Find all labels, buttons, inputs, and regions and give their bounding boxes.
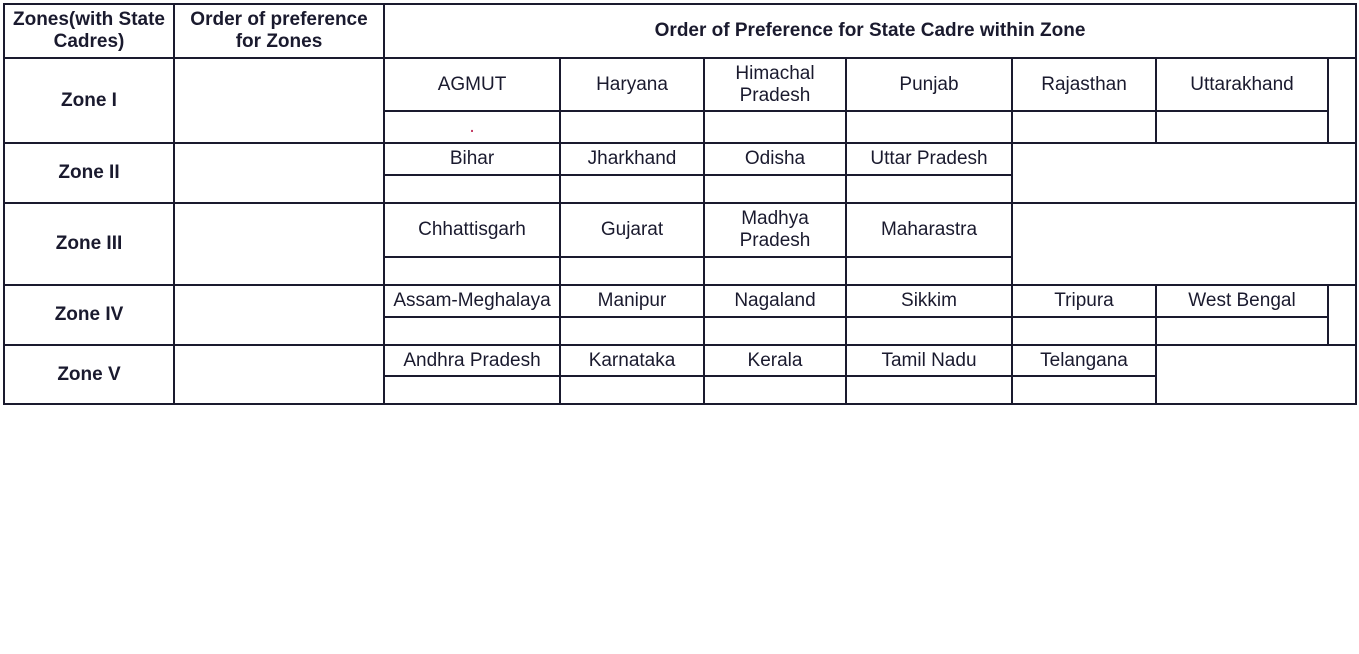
document-page [0,3,1359,654]
state-cell: Manipur [560,285,704,317]
state-preference-input[interactable] [1012,317,1156,345]
state-preference-input[interactable] [384,175,560,203]
table-row [4,58,1356,112]
state-cell: Tamil Nadu [846,345,1012,377]
state-cell: Kerala [704,345,846,377]
state-preference-input[interactable] [1012,111,1156,143]
state-preference-input[interactable]: . [384,111,560,143]
state-preference-input[interactable] [560,376,704,404]
state-cell: Telangana [1012,345,1156,377]
zone-preference-input-5[interactable] [174,345,384,405]
state-preference-input[interactable] [704,317,846,345]
header-order-of-preference-for-zones: Order of preference for Zones [174,4,384,58]
state-cell: AGMUT [384,58,560,112]
state-cell: Karnataka [560,345,704,377]
state-cell: Nagaland [704,285,846,317]
state-preference-input[interactable] [1156,317,1328,345]
state-preference-input[interactable] [560,111,704,143]
state-cell: Madhya Pradesh [704,203,846,257]
state-preference-input[interactable] [560,317,704,345]
spacer-cell [1328,58,1356,144]
table-header-row [4,4,1356,58]
state-preference-input[interactable] [846,175,1012,203]
state-preference-input[interactable] [704,111,846,143]
header-order-of-preference-within-zone: Order of Preference for State Cadre within Zone [384,4,1356,58]
zone-label-5: Zone V [4,345,174,405]
state-cell: Gujarat [560,203,704,257]
state-preference-input[interactable] [384,317,560,345]
state-preference-input[interactable] [1012,376,1156,404]
state-preference-input[interactable] [846,111,1012,143]
zone-preference-input-1[interactable] [174,58,384,144]
state-preference-input[interactable] [384,257,560,285]
spacer-cell [1012,143,1356,203]
state-preference-input[interactable] [846,257,1012,285]
state-cell: Haryana [560,58,704,112]
state-preference-input[interactable] [704,376,846,404]
state-cell: West Bengal [1156,285,1328,317]
zone-preference-input-2[interactable] [174,143,384,203]
state-cell: Odisha [704,143,846,175]
state-preference-input[interactable] [384,376,560,404]
state-cell: Tripura [1012,285,1156,317]
state-cell: Himachal Pradesh [704,58,846,112]
state-cell: Sikkim [846,285,1012,317]
state-preference-input[interactable] [704,257,846,285]
state-cell: Uttarakhand [1156,58,1328,112]
state-preference-input[interactable] [704,175,846,203]
table-row [4,345,1356,377]
spacer-cell [1156,345,1356,405]
state-cell: Uttar Pradesh [846,143,1012,175]
state-preference-input[interactable] [846,376,1012,404]
state-cell: Assam-Meghalaya [384,285,560,317]
state-cell: Rajasthan [1012,58,1156,112]
state-cell: Jharkhand [560,143,704,175]
state-cell: Bihar [384,143,560,175]
zone-preference-input-4[interactable] [174,285,384,345]
table-row [4,285,1356,317]
zone-label-2: Zone II [4,143,174,203]
state-preference-input[interactable] [846,317,1012,345]
state-preference-input[interactable] [560,257,704,285]
table-row [4,203,1356,257]
table-row [4,143,1356,175]
spacer-cell [1012,203,1356,285]
state-cell: Maharastra [846,203,1012,257]
header-zones: Zones(with State Cadres) [4,4,174,58]
zone-cadre-preference-table [3,3,1357,405]
state-preference-input[interactable] [560,175,704,203]
zone-preference-input-3[interactable] [174,203,384,285]
spacer-cell [1328,285,1356,345]
zone-label-3: Zone III [4,203,174,285]
state-preference-input[interactable] [1156,111,1328,143]
state-cell: Andhra Pradesh [384,345,560,377]
zone-label-4: Zone IV [4,285,174,345]
state-cell: Chhattisgarh [384,203,560,257]
state-cell: Punjab [846,58,1012,112]
zone-label-1: Zone I [4,58,174,144]
